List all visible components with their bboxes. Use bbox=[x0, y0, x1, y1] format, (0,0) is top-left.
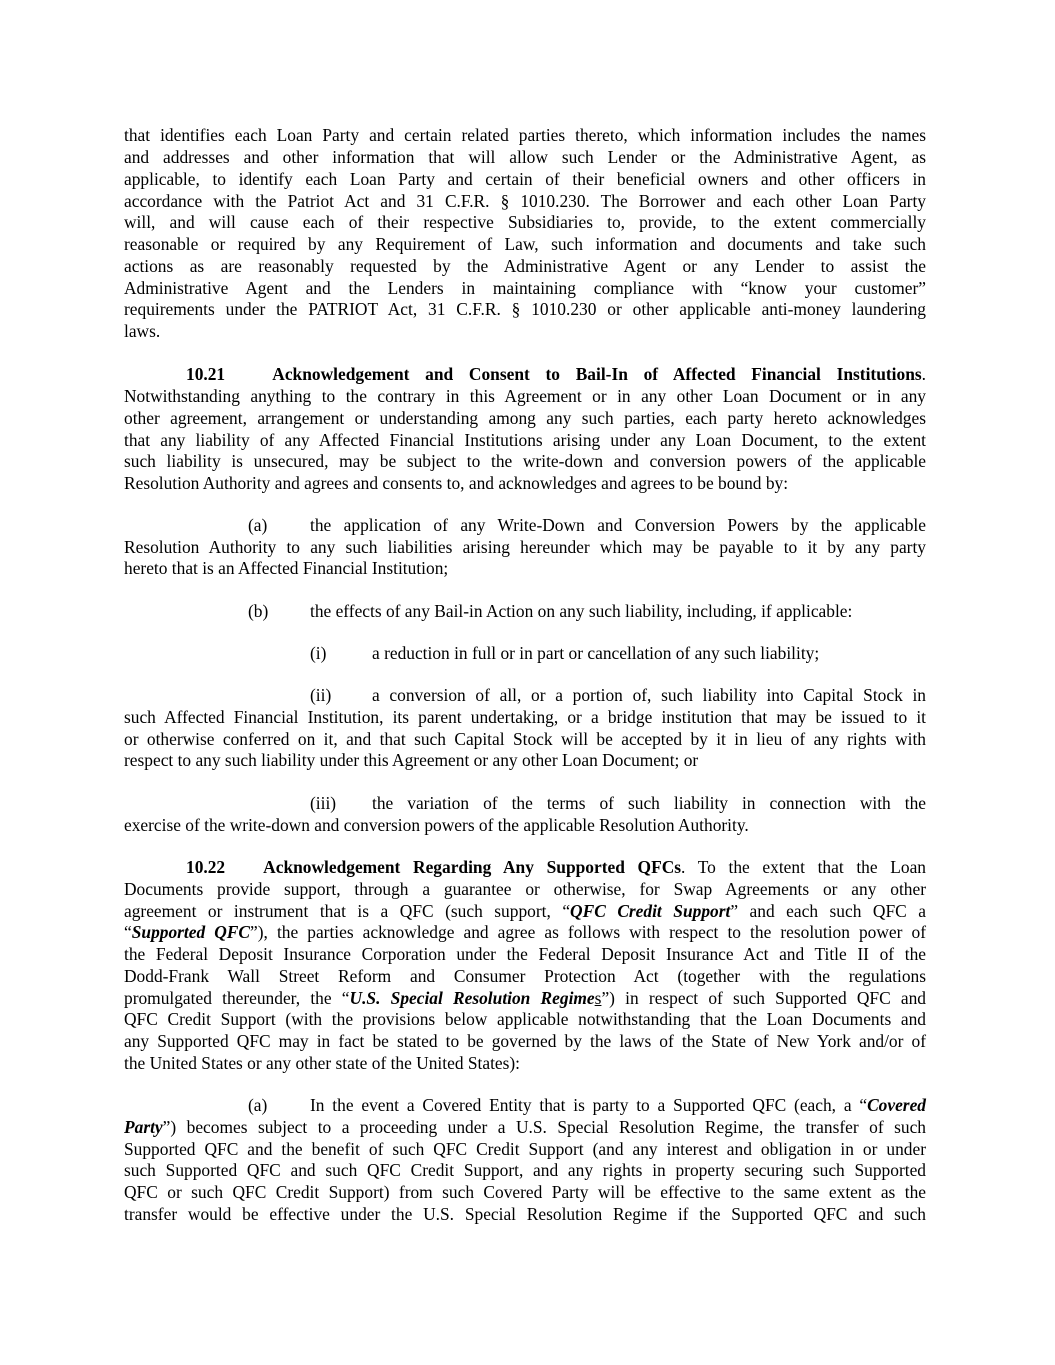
s1021-item-ii-line-3: or otherwise conferred on it, and that such Capital Stock will be accepted by it in lieu of any rights with bbox=[124, 729, 926, 749]
s1021-item-a-line-2: Resolution Authority to any such liabilities arising hereunder which may be payable to it by any party bbox=[124, 537, 926, 557]
s1021-item-a-line-3: hereto that is an Affected Financial Institution; bbox=[124, 558, 449, 578]
s1021-line-2: other agreement, arrangement or understanding among any such parties, each party hereto acknowledges bbox=[124, 408, 926, 428]
p1-line-6: reasonable or required by any Requirement of Law, such information and documents and take such bbox=[124, 234, 926, 254]
s1022-line-3: agreement or instrument that is a QFC (such support, “QFC Credit Support” and each such QFC a bbox=[124, 901, 926, 921]
s1021-item-b: (b) the effects of any Bail-in Action on any such liability, including, if applicable: bbox=[248, 601, 853, 621]
s1022-line-7: promulgated thereunder, the “U.S. Special Resolution Regimes”) in respect of such Supported QFC and bbox=[124, 988, 927, 1008]
p1-line-1: that identifies each Loan Party and certain related parties thereto, which information includes the names bbox=[124, 125, 926, 145]
s1022-line-6: Dodd-Frank Wall Street Reform and Consumer Protection Act (together with the regulations bbox=[124, 966, 926, 986]
s1021-item-iii-line-2: exercise of the write-down and conversion powers of the applicable Resolution Authority. bbox=[124, 815, 749, 835]
s1021-item-a-line-1: (a) the application of any Write-Down and Conversion Powers by the applicable bbox=[248, 515, 926, 535]
s1021-item-ii-line-2: such Affected Financial Institution, its parent undertaking, or a bridge institution that may be issued to it bbox=[124, 707, 926, 727]
s1021-item-iii-label: (iii) bbox=[310, 793, 337, 813]
defined-term-party: Party bbox=[124, 1117, 163, 1137]
s1022-line-8: QFC Credit Support (with the provisions below applicable notwithstanding that the Loan Documents and bbox=[124, 1009, 926, 1029]
s1022-last-line: the United States or any other state of the United States): bbox=[124, 1053, 521, 1073]
s1022-item-a-line-1: (a) In the event a Covered Entity that is party to a Supported QFC (each, a “Covered bbox=[248, 1095, 926, 1115]
section-10-22-title: Acknowledgement Regarding Any Supported QFCs bbox=[263, 857, 682, 877]
s1021-item-ii-label: (ii) bbox=[310, 685, 332, 705]
section-10-21-title: Acknowledgement and Consent to Bail-In of Affected Financial Institutions bbox=[272, 364, 922, 384]
s1021-last-line: Resolution Authority and agrees and consents to, and acknowledges and agrees to be bound by: bbox=[124, 473, 789, 493]
p1-line-2: and addresses and other information that will allow such Lender or the Administrative Agent, as bbox=[124, 147, 926, 167]
s1021-item-iii-line-1: (iii) the variation of the terms of such liability in connection with the bbox=[310, 793, 926, 813]
section-10-22-heading: 10.22 Acknowledgement Regarding Any Supported QFCs. To the extent that the Loan bbox=[186, 857, 927, 877]
section-10-21-heading: 10.21 Acknowledgement and Consent to Bail-In of Affected Financial Institutions. bbox=[186, 364, 926, 384]
defined-term-supported-qfc: Supported QFC bbox=[131, 922, 251, 942]
defined-term-us-special-resolution-regimes: U.S. Special Resolution Regime bbox=[349, 988, 595, 1008]
s1021-line-4: such liability is unsecured, may be subject to the write-down and conversion powers of the applicable bbox=[124, 451, 926, 471]
p1-line-9: requirements under the PATRIOT Act, 31 C.F.R. § 1010.230 or other applicable anti-money laundering bbox=[124, 299, 926, 319]
s1021-item-i-label: (i) bbox=[310, 643, 327, 663]
s1021-line-1: Notwithstanding anything to the contrary in this Agreement or in any other Loan Document or in any bbox=[124, 386, 926, 406]
s1022-line-5: the Federal Deposit Insurance Corporation under the Federal Deposit Insurance Act and Title II of the bbox=[124, 944, 926, 964]
p1-last-line: laws. bbox=[124, 321, 161, 341]
s1021-item-ii-line-4: respect to any such liability under this Agreement or any other Loan Document; or bbox=[124, 750, 699, 770]
s1022-line-4: “Supported QFC”), the parties acknowledge and agree as follows with respect to the resolution power of bbox=[124, 922, 926, 942]
section-10-22-number: 10.22 bbox=[186, 857, 226, 877]
p1-line-3: applicable, to identify each Loan Party and certain of their beneficial owners and other officers in bbox=[124, 169, 926, 189]
s1022-item-a-line-3: Supported QFC and the benefit of such QFC Credit Support (and any interest and obligation in or under bbox=[124, 1139, 926, 1159]
s1022-line-9: any Supported QFC may in fact be stated to be governed by the laws of the State of New York and/or of bbox=[124, 1031, 926, 1051]
defined-term-qfc-credit-support: QFC Credit Support bbox=[570, 901, 731, 921]
s1022-item-a-line-6: transfer would be effective under the U.S. Special Resolution Regime if the Supported QFC and such bbox=[124, 1204, 926, 1224]
s1022-line-2: Documents provide support, through a guarantee or otherwise, for Swap Agreements or any other bbox=[124, 879, 926, 899]
s1021-item-i: (i) a reduction in full or in part or cancellation of any such liability; bbox=[310, 643, 820, 663]
s1022-item-a-line-5: QFC or such QFC Credit Support) from such Covered Party will be effective to the same extent as the bbox=[124, 1182, 926, 1202]
p1-line-7: actions as are reasonably requested by the Administrative Agent or any Lender to assist the bbox=[124, 256, 926, 276]
s1021-item-ii-line-1: (ii) a conversion of all, or a portion of, such liability into Capital Stock in bbox=[310, 685, 926, 705]
p1-line-8: Administrative Agent and the Lenders in maintaining compliance with “know your customer” bbox=[124, 278, 926, 298]
defined-term-covered: Covered bbox=[867, 1095, 926, 1115]
s1022-item-a-line-4: such Supported QFC and such QFC Credit Support, and any rights in property securing such Supported bbox=[124, 1160, 926, 1180]
s1021-item-a-label: (a) bbox=[248, 515, 268, 535]
s1021-line-3: that any liability of any Affected Financial Institutions arising under any Loan Document, to the extent bbox=[124, 430, 926, 450]
s1022-item-a-line-2: Party”) becomes subject to a proceeding under a U.S. Special Resolution Regime, the transfer of such bbox=[124, 1117, 926, 1137]
section-10-21-number: 10.21 bbox=[186, 364, 226, 384]
s1022-item-a-label: (a) bbox=[248, 1095, 268, 1115]
s1021-item-b-label: (b) bbox=[248, 601, 269, 621]
p1-line-4: accordance with the Patriot Act and 31 C.F.R. § 1010.230. The Borrower and each other Loan Party bbox=[124, 191, 926, 211]
p1-line-5: will, and will cause each of their respective Subsidiaries to, provide, to the extent commercially bbox=[124, 212, 926, 232]
